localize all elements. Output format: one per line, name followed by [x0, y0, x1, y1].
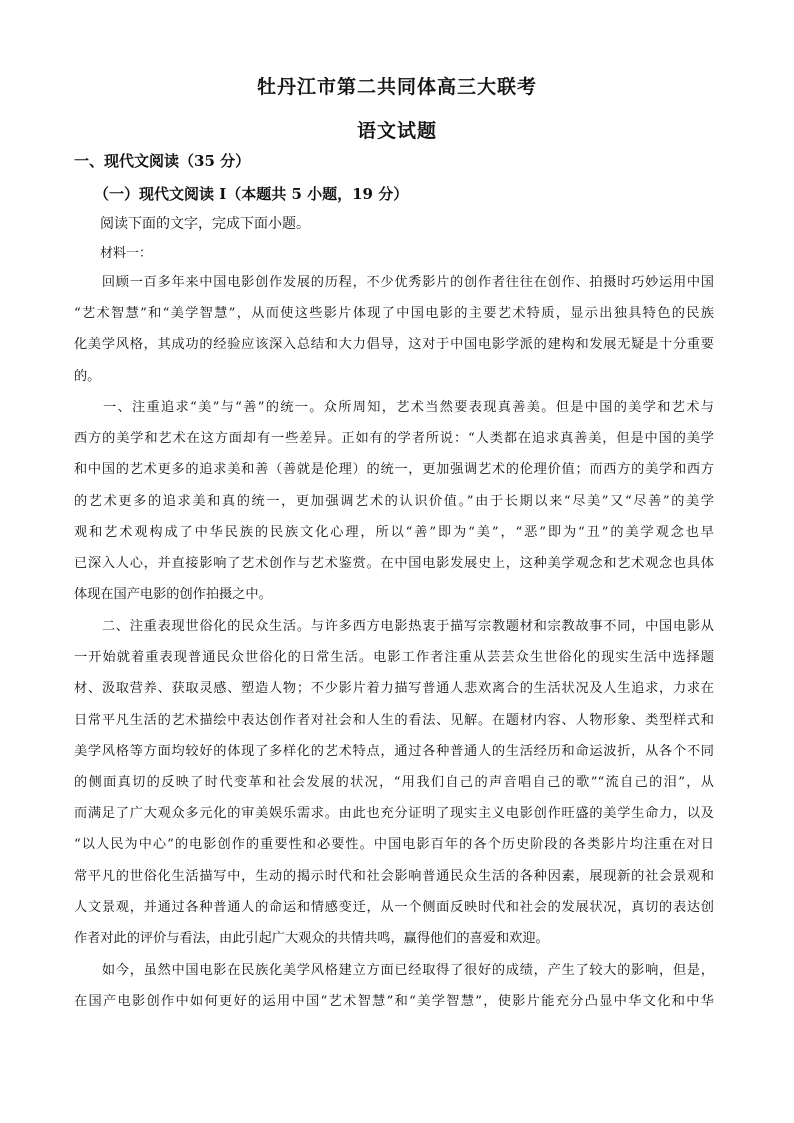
exam-title: 牡丹江市第二共同体高三大联考: [256, 76, 537, 98]
paragraph-4: [74, 955, 714, 1017]
paragraph-line: 一开始就着重表现普通民众世俗化的日常生活。电影工作者注重从芸芸众生世俗化的现实生活中选择题: [74, 650, 714, 666]
paragraph-line: 和中国的艺术更多的追求美和善（善就是伦理）的统一，更加强调艺术的伦理价值；而西方的美学和西方: [74, 462, 714, 478]
paragraph-3: [74, 611, 714, 954]
paragraph-line: 西方的美学和艺术在这方面却有一些差异。正如有的学者所说：“人类都在追求真善美，但是中国的美学: [74, 431, 714, 447]
paragraph-2: [74, 392, 714, 610]
paragraph-line: “艺术智慧”和“美学智慧”，从而使这些影片体现了中国电影的主要艺术特质，显示出独具特色的民族: [74, 306, 714, 322]
paragraph-line: 常平凡的世俗化生活描写中，生动的揭示时代和社会影响普通民众生活的各种因素，展现新的社会景观和: [74, 868, 714, 884]
paragraph-line: 二、注重表现世俗化的民众生活。与许多西方电影热衷于描写宗教题材和宗教故事不同，中国电影从: [74, 619, 714, 634]
paragraph-line: 的。: [74, 368, 101, 384]
paragraph-line: 如今，虽然中国电影在民族化美学风格建立方面已经取得了很好的成绩，产生了较大的影响，但是，: [74, 963, 714, 978]
paragraph-line: 日常平凡生活的艺术描绘中表达创作者对社会和人生的看法、见解。在题材内容、人物形象、类型样式和: [74, 712, 714, 728]
paragraph-line: 一、注重追求“美”与“善”的统一。众所周知，艺术当然要表现真善美。但是中国的美学和艺术与: [74, 400, 714, 415]
paragraph-line: 体现在国产电影的创作拍摄之中。: [74, 587, 272, 603]
paragraph-line: “以人民为中心”的电影创作的重要性和必要性。中国电影百年的各个历史阶段的各类影片均注重在对日: [74, 837, 714, 853]
paragraph-line: 回顾一百多年来中国电影创作发展的历程，不少优秀影片的创作者往往在创作、拍摄时巧妙运用中国: [74, 275, 714, 290]
paragraph-1: [74, 267, 714, 392]
material-label: 材料一：: [100, 246, 153, 261]
paragraph-line: 美学风格等方面均较好的体现了多样化的艺术特点，通过各种普通人的生活经历和命运波折，从各个不同: [74, 743, 714, 759]
section-subheading: （一）现代文阅读 I（本题共 5 小题，19 分）: [94, 185, 409, 203]
exam-subtitle: 语文试题: [356, 120, 437, 142]
paragraph-line: 而满足了广大观众多元化的审美娱乐需求。由此也充分证明了现实主义电影创作旺盛的美学生命力，以及: [74, 806, 714, 822]
paragraph-line: 人文景观，并通过各种普通人的命运和情感变迁，从一个侧面反映时代和社会的发展状况，真切的表达创: [74, 899, 714, 915]
paragraph-line: 在国产电影创作中如何更好的运用中国“艺术智慧”和“美学智慧”，使影片能充分凸显中华文化和中华: [74, 994, 714, 1010]
paragraph-line: 观和艺术观构成了中华民族的民族文化心理，所以“善”即为“美”，“恶”即为“丑”的美学观念也早: [74, 524, 714, 540]
paragraph-line: 材、汲取营养、获取灵感、塑造人物；不少影片着力描写普通人悲欢离合的生活状况及人生追求，力求在: [74, 681, 714, 697]
paragraph-line: 作者对此的评价与看法，由此引起广大观众的共情共鸣，赢得他们的喜爱和欢迎。: [74, 930, 549, 946]
section-heading: 一、现代文阅读（35 分）: [74, 152, 251, 170]
paragraph-line: 的艺术更多的追求美和真的统一，更加强调艺术的认识价值。”由于长期以来“尽美”又“尽善”的美学: [74, 493, 714, 509]
paragraph-line: 的侧面真切的反映了时代变革和社会发展的状况，“用我们自己的声音唱自己的歌”“流自己的泪”，从: [74, 774, 714, 790]
reading-instruction: 阅读下面的文字，完成下面小题。: [100, 216, 310, 232]
paragraph-line: 已深入人心，并直接影响了艺术创作与艺术鉴赏。在中国电影发展史上，这种美学观念和艺术观念也具体: [74, 555, 714, 571]
paragraph-line: 化美学风格，其成功的经验应该深入总结和大力倡导，这对于中国电影学派的建构和发展无疑是十分重要: [74, 337, 714, 353]
